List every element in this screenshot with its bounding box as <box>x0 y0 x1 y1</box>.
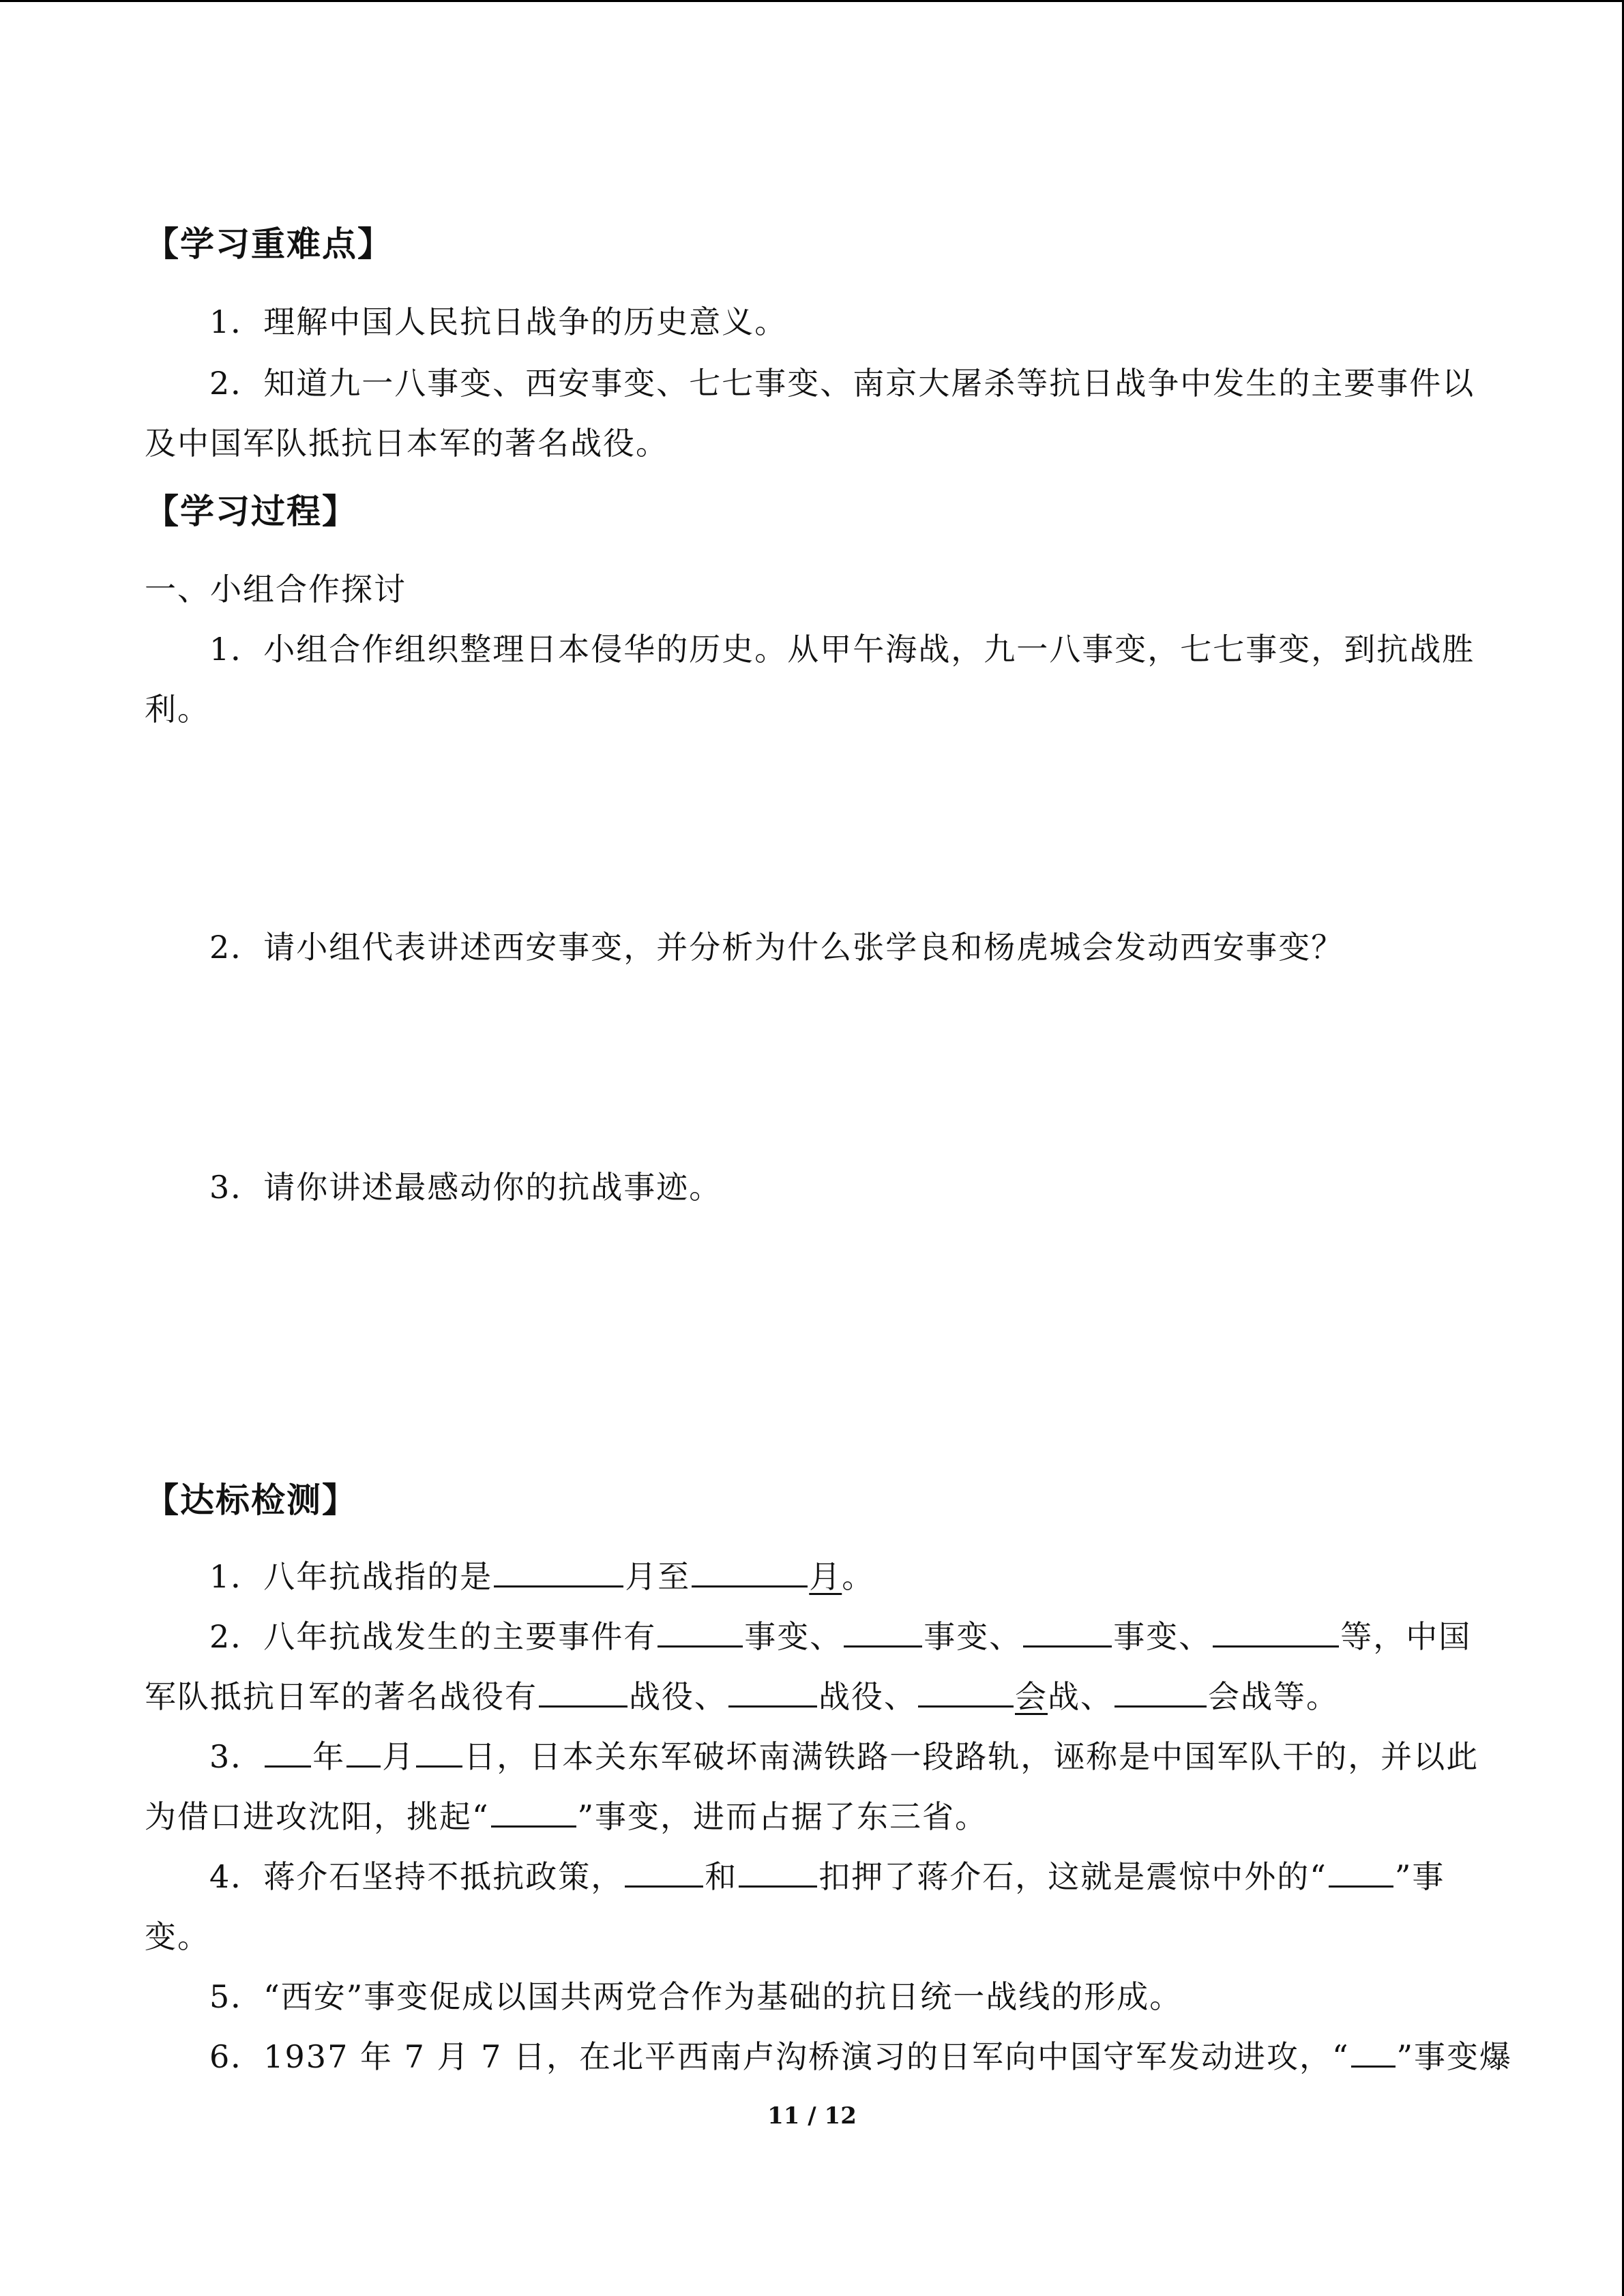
blank-field[interactable] <box>539 1678 628 1708</box>
test-item-6 <box>145 2027 1513 2087</box>
test-2-text-b: 事变、 <box>744 1618 843 1655</box>
blank-field[interactable] <box>1023 1618 1112 1648</box>
test-2-text-e: 等，中国 <box>1340 1618 1472 1655</box>
blank-field[interactable] <box>416 1738 462 1768</box>
process-question-1: 1．小组合作组织整理日本侵华的历史。从甲午海战，九一八事变，七七事变，到抗战胜 <box>209 631 1475 668</box>
test-3-text-c: 月 <box>382 1738 415 1775</box>
blank-field[interactable] <box>1351 2038 1396 2068</box>
test-3-text-e: 为借口进攻沈阳，挑起“ <box>145 1798 490 1835</box>
test-4-text-c: 扣押了蒋介石，这就是震惊中外的“ <box>818 1858 1327 1895</box>
test-2-text-a: 2．八年抗战发生的主要事件有 <box>209 1618 657 1655</box>
blank-field[interactable] <box>1329 1858 1393 1888</box>
test-1-text-a: 1．八年抗战指的是 <box>209 1558 493 1595</box>
test-4-text-b: 和 <box>705 1858 738 1895</box>
page-border-top <box>0 0 1624 2</box>
key-point-2-cont: 及中国军队抵抗日本军的著名战役。 <box>145 425 668 462</box>
blank-field[interactable] <box>739 1858 817 1888</box>
test-1-text-d: 。 <box>842 1558 875 1595</box>
process-question-2: 2．请小组代表讲述西安事变，并分析为什么张学良和杨虎城会发动西安事变？ <box>209 929 1344 966</box>
test-2-text-c: 事变、 <box>924 1618 1022 1655</box>
blank-field[interactable] <box>625 1858 703 1888</box>
test-item-4-cont: 变。 <box>145 1918 210 1955</box>
process-question-3: 3．请你讲述最感动你的抗战事迹。 <box>209 1169 722 1206</box>
blank-field[interactable] <box>265 1738 311 1768</box>
blank-field[interactable] <box>658 1618 743 1648</box>
blank-field[interactable] <box>494 1558 623 1587</box>
blank-field[interactable] <box>728 1678 817 1708</box>
test-1-text-b: 月至 <box>625 1558 691 1595</box>
test-item-2 <box>145 1607 1481 1667</box>
test-6-text-b: ”事变爆 <box>1396 2038 1513 2075</box>
test-2-text-d: 事变、 <box>1113 1618 1212 1655</box>
process-subtitle: 一、小组合作探讨 <box>145 571 407 608</box>
test-item-3 <box>145 1727 1481 1787</box>
test-item-1 <box>145 1547 1481 1607</box>
page-number: 11 / 12 <box>767 2102 857 2130</box>
test-2-text-h: 战役、 <box>818 1678 917 1715</box>
key-point-1: 1．理解中国人民抗日战争的历史意义。 <box>209 303 788 340</box>
test-4-text-a: 4．蒋介石坚持不抵抗政策， <box>209 1858 624 1895</box>
blank-field[interactable] <box>1213 1618 1339 1648</box>
test-3-text-b: 年 <box>312 1738 346 1775</box>
test-1-text-c: 月 <box>809 1558 842 1595</box>
test-3-text-d: 日，日本关东军破坏南满铁路一段路轨，诬称是中国军队干的，并以此 <box>464 1738 1479 1775</box>
blank-field[interactable] <box>346 1738 381 1768</box>
test-item-3-cont <box>145 1787 1481 1847</box>
test-heading: 【达标检测】 <box>145 1480 357 1520</box>
blank-field[interactable] <box>1114 1678 1207 1708</box>
test-2-text-i: 会 <box>1015 1678 1048 1715</box>
process-heading: 【学习过程】 <box>145 492 357 531</box>
test-2-text-f: 军队抵抗日军的著名战役有 <box>145 1678 537 1715</box>
key-points-heading: 【学习重难点】 <box>145 224 393 264</box>
process-question-1-cont: 利。 <box>145 691 210 728</box>
test-item-2-cont <box>145 1667 1481 1727</box>
test-2-text-k: 会战等。 <box>1208 1678 1339 1715</box>
test-3-text-a: 3． <box>209 1738 264 1775</box>
blank-field[interactable] <box>918 1678 1014 1708</box>
key-point-2: 2．知道九一八事变、西安事变、七七事变、南京大屠杀等抗日战争中发生的主要事件以 <box>209 365 1475 402</box>
test-4-text-d: ”事 <box>1394 1858 1445 1895</box>
test-3-text-f: ”事变，进而占据了东三省。 <box>577 1798 988 1835</box>
blank-field[interactable] <box>491 1798 576 1828</box>
test-item-4 <box>145 1847 1481 1907</box>
test-6-text-a: 6．1937 年 7 月 7 日，在北平西南卢沟桥演习的日军向中国守军发动进攻，“ <box>209 2038 1350 2075</box>
test-item-5: 5．“西安”事变促成以国共两党合作为基础的抗日统一战线的形成。 <box>209 1978 1183 2015</box>
blank-field[interactable] <box>692 1558 808 1587</box>
test-2-text-g: 战役、 <box>629 1678 727 1715</box>
blank-field[interactable] <box>844 1618 922 1648</box>
test-2-text-j: 战、 <box>1048 1678 1113 1715</box>
